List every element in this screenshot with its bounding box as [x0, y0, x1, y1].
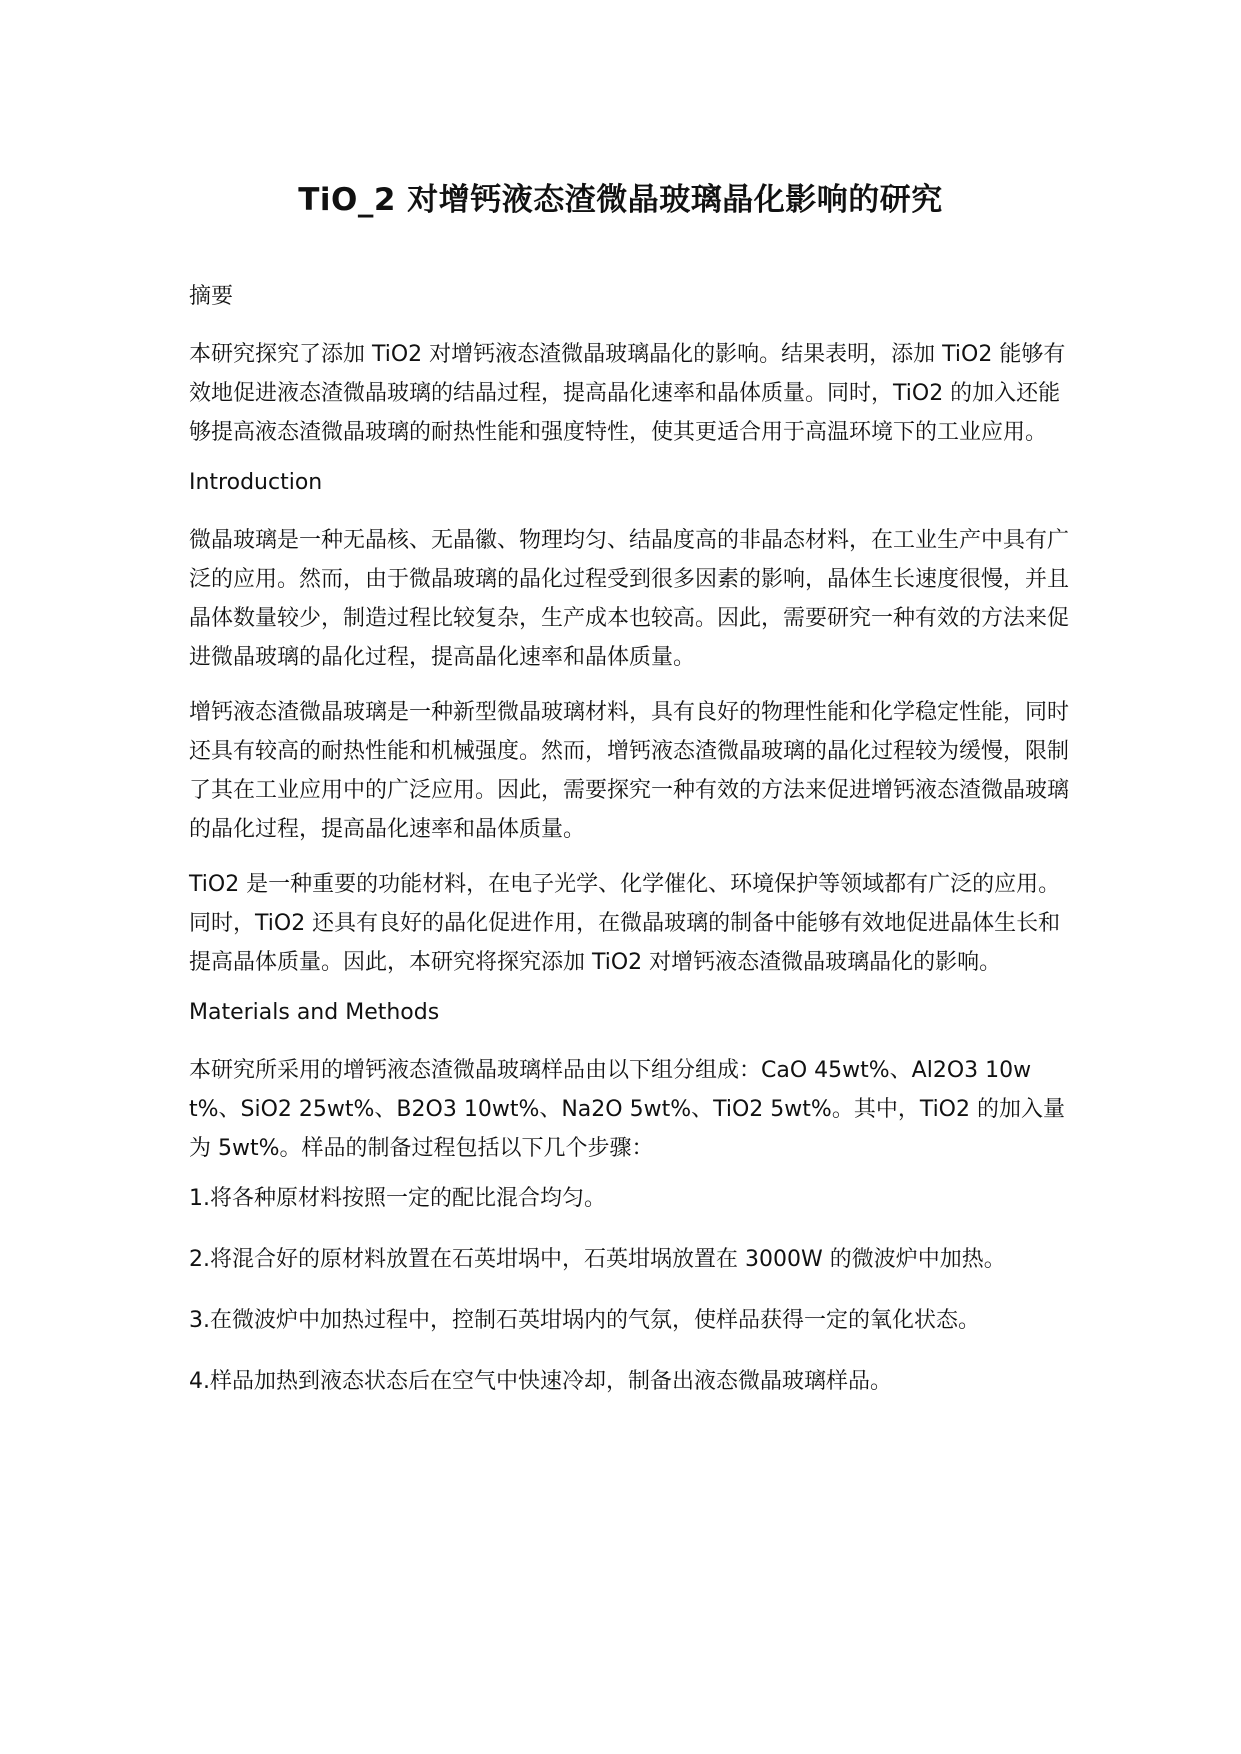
method-step: 4.样品加热到液态状态后在空气中快速冷却，制备出液态微晶玻璃样品。 — [189, 1369, 892, 1394]
introduction-paragraph: 增钙液态渣微晶玻璃是一种新型微晶玻璃材料，具有良好的物理性能和化学稳定性能，同时还具有较高的耐热性能和机械强度。然而，增钙液态渣微晶玻璃的晶化过程较为缓慢，限制了其在工业应用中的广泛应用。因此，需要探究一种有效的方法来促进增钙液态渣微晶玻璃的晶化过程，提高晶化速率和晶体质量。 — [189, 700, 1070, 842]
abstract-paragraph: 本研究探究了添加 TiO2 对增钙液态渣微晶玻璃晶化的影响。结果表明，添加 TiO2 能够有效地促进液态渣微晶玻璃的结晶过程，提高晶化速率和晶体质量。同时，TiO2 的加入还能够提高液态渣微晶玻璃的耐热性能和强度特性，使其更适合用于高温环境下的工业应用。 — [189, 342, 1066, 445]
method-step: 3.在微波炉中加热过程中，控制石英坩埚内的气氛，使样品获得一定的氧化状态。 — [189, 1308, 980, 1333]
method-step: 2.将混合好的原材料放置在石英坩埚中，石英坩埚放置在 3000W 的微波炉中加热。 — [189, 1247, 1006, 1272]
document-title: TiO_2 对增钙液态渣微晶玻璃晶化影响的研究 — [298, 182, 943, 218]
section-heading-introduction: Introduction — [189, 470, 323, 495]
introduction-paragraph: TiO2 是一种重要的功能材料，在电子光学、化学催化、环境保护等领域都有广泛的应用。同时，TiO2 还具有良好的晶化促进作用，在微晶玻璃的制备中能够有效地促进晶体生长和提高晶体质量。因此，本研究将探究添加 TiO2 对增钙液态渣微晶玻璃晶化的影响。 — [189, 872, 1061, 975]
methods-paragraph: 本研究所采用的增钙液态渣微晶玻璃样品由以下组分组成：CaO 45wt%、Al2O3 10wt%、SiO2 25wt%、B2O3 10wt%、Na2O 5wt%、TiO2 5wt%。其中，TiO2 的加入量为 5wt%。样品的制备过程包括以下几个步骤： — [189, 1058, 1065, 1161]
section-heading-materials-methods: Materials and Methods — [189, 1000, 440, 1025]
section-heading-abstract: 摘要 — [189, 284, 234, 309]
method-step: 1.将各种原材料按照一定的配比混合均匀。 — [189, 1186, 606, 1211]
introduction-paragraph: 微晶玻璃是一种无晶核、无晶徽、物理均匀、结晶度高的非晶态材料，在工业生产中具有广泛的应用。然而，由于微晶玻璃的晶化过程受到很多因素的影响，晶体生长速度很慢，并且晶体数量较少，制造过程比较复杂，生产成本也较高。因此，需要研究一种有效的方法来促进微晶玻璃的晶化过程，提高晶化速率和晶体质量。 — [189, 528, 1070, 670]
document-body — [189, 282, 1079, 1428]
